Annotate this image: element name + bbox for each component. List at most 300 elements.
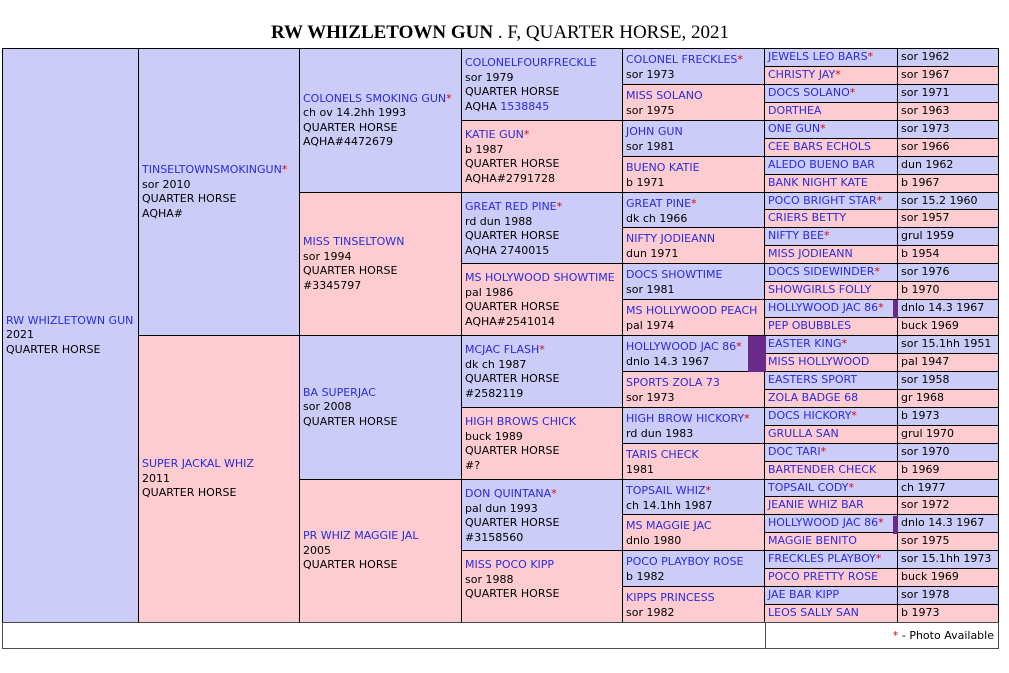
ancestor-name-link[interactable]: COLONELFOURFRECKLE: [465, 56, 597, 69]
ancestor-name-link[interactable]: DON QUINTANA: [465, 487, 552, 500]
gen6-ancestor-cell: [764, 48, 898, 67]
ancestor-name-row: [465, 558, 619, 573]
gen6-ancestor-cell: [764, 586, 898, 605]
ancestor-name-link[interactable]: GRULLA SAN: [768, 427, 839, 441]
gen6-info-cell: [897, 371, 999, 390]
ancestor-info: b 1969: [901, 463, 940, 477]
ancestor-name-link[interactable]: HOLLYWOOD JAC 86: [768, 516, 879, 530]
ancestor-breed: QUARTER HORSE: [6, 342, 101, 356]
ancestor-name-link[interactable]: CHRISTY JAY: [768, 68, 836, 82]
gen6-info-cell: [897, 496, 999, 515]
ancestor-name-link[interactable]: ZOLA BADGE 68: [768, 391, 859, 405]
ancestor-registration: [465, 244, 619, 259]
ancestor-name-row: [465, 271, 619, 286]
gen6-info-cell: [897, 335, 999, 354]
ancestor-name-link[interactable]: DORTHEA: [768, 104, 822, 118]
ancestor-name-link[interactable]: MS MAGGIE JAC: [626, 519, 712, 532]
gen5-ancestor-cell: [622, 443, 765, 480]
gen6-ancestor-cell: [764, 192, 898, 210]
ancestor-info: dk ch 1987: [465, 357, 527, 371]
gen6-info-cell: [897, 514, 999, 533]
photo-available-star[interactable]: *: [705, 484, 712, 497]
gen6-ancestor-cell: [764, 335, 898, 354]
gen6-ancestor-cell: [764, 138, 898, 157]
ancestor-name-row: [626, 161, 761, 176]
photo-available-star[interactable]: *: [841, 337, 847, 351]
ancestor-info: sor 1973: [626, 67, 675, 81]
ancestor-name-link[interactable]: MISS POCO KIPP: [465, 558, 555, 571]
ancestor-info: sor 1971: [901, 86, 950, 100]
gen6-info-cell: [897, 138, 999, 157]
ancestor-registration: #3345797: [303, 278, 362, 292]
photo-available-star[interactable]: *: [820, 122, 826, 136]
ancestor-name-link[interactable]: TINSELTOWNSMOKINGUN: [142, 163, 282, 176]
ancestor-name-row: [626, 448, 761, 463]
ancestor-info: b 1987: [465, 142, 504, 156]
ancestor-name-link[interactable]: DOCS SOLANO: [768, 86, 850, 100]
ancestor-registration: [465, 459, 619, 474]
ancestor-info: rd dun 1983: [626, 426, 694, 440]
ancestor-breed: QUARTER HORSE: [303, 414, 398, 428]
gen6-ancestor-cell: [764, 156, 898, 175]
ancestor-info: dnlo 14.3 1967: [901, 516, 985, 530]
gen5-ancestor-cell: [622, 371, 765, 408]
ancestor-name-link[interactable]: MISS JODIEANN: [768, 247, 853, 261]
photo-available-star[interactable]: *: [446, 91, 452, 105]
ancestor-name-row: [626, 555, 761, 570]
ancestor-registration: [465, 100, 619, 115]
ancestor-info: b 1970: [901, 283, 940, 297]
ancestor-name-link[interactable]: GREAT RED PINE: [465, 200, 557, 213]
ancestor-name-row: [768, 229, 894, 244]
ancestor-name-row: [626, 340, 761, 355]
gen6-info-cell: [897, 299, 999, 318]
ancestor-info: sor 1979: [465, 70, 514, 84]
ancestor-info: ch ov 14.2hh 1993: [303, 106, 407, 119]
gen4-ancestor-cell: [461, 263, 623, 336]
gen6-ancestor-cell: [764, 209, 898, 228]
gen6-ancestor-cell: [764, 514, 898, 533]
ancestor-info: sor 1994: [303, 249, 352, 263]
gen5-ancestor-cell: [622, 407, 765, 444]
ancestor-name-link[interactable]: POCO BRIGHT STAR: [768, 193, 877, 207]
ancestor-info: dnlo 14.3 1967: [901, 301, 985, 315]
registration-text: AQHA#2541014: [465, 314, 555, 328]
photo-available-star[interactable]: *: [737, 53, 743, 66]
gen5-ancestor-cell: [622, 550, 765, 587]
ancestor-name-link[interactable]: COLONELS SMOKING GUN: [303, 91, 447, 105]
ancestor-info: pal 1986: [465, 285, 514, 299]
ancestor-info: b 1973: [901, 606, 940, 620]
gen6-ancestor-cell: [764, 120, 898, 139]
gen6-info-cell: [897, 245, 999, 264]
ancestor-info: grul 1959: [901, 229, 955, 243]
ancestor-name-link[interactable]: DOC TARI: [768, 445, 821, 459]
photo-available-star[interactable]: *: [736, 340, 742, 353]
ancestor-name-row: [768, 176, 894, 191]
ancestor-info: buck 1989: [465, 429, 523, 443]
ancestor-name-link[interactable]: ALEDO BUENO BAR: [768, 158, 875, 172]
ancestor-name-link[interactable]: BANK NIGHT KATE: [768, 176, 868, 190]
ancestor-info: b 1954: [901, 247, 940, 261]
gen6-info-cell: [897, 192, 999, 210]
ancestor-info: dnlo 14.3 1967: [626, 354, 710, 368]
ancestor-name-link[interactable]: SPORTS ZOLA 73: [626, 376, 720, 389]
gen6-ancestor-cell: [764, 66, 898, 85]
ancestor-name-link[interactable]: EASTERS SPORT: [768, 373, 858, 387]
ancestor-name-link[interactable]: TOPSAIL WHIZ: [626, 484, 706, 497]
ancestor-name-link[interactable]: JOHN GUN: [626, 125, 683, 138]
gen6-info-cell: [897, 443, 999, 462]
ancestor-name-row: [303, 386, 458, 401]
gen4-ancestor-cell: [461, 192, 623, 264]
ancestor-name-link[interactable]: COLONEL FRECKLES: [626, 53, 738, 66]
gen6-ancestor-cell: [764, 425, 898, 444]
ancestor-name-row: [626, 591, 761, 606]
ancestor-name-link[interactable]: PEP OBUBBLES: [768, 319, 852, 333]
gen6-ancestor-cell: [764, 532, 898, 551]
ancestor-info: pal 1947: [901, 355, 950, 369]
ancestor-breed: QUARTER HORSE: [303, 558, 398, 572]
ancestor-info: sor 1988: [465, 572, 514, 586]
photo-available-star[interactable]: *: [523, 128, 530, 141]
ancestor-name-link[interactable]: TOPSAIL CODY: [768, 480, 849, 494]
ancestor-info: ch 14.1hh 1987: [626, 498, 713, 512]
ancestor-name-link[interactable]: DOCS SHOWTIME: [626, 268, 723, 281]
ancestor-name-row: [768, 319, 894, 334]
registration-link[interactable]: 1538845: [500, 99, 550, 113]
gen6-info-cell: [897, 532, 999, 551]
ancestor-registration: [465, 172, 619, 187]
ancestor-name-link[interactable]: KIPPS PRINCESS: [626, 591, 715, 604]
ancestor-name-link[interactable]: HOLLYWOOD JAC 86: [626, 340, 737, 353]
photo-available-star[interactable]: *: [876, 193, 883, 207]
photo-available-star[interactable]: *: [820, 445, 827, 459]
gen6-ancestor-cell: [764, 281, 898, 300]
ancestor-name-link[interactable]: MAGGIE BENITO: [768, 534, 857, 548]
gen6-info-cell: [897, 353, 999, 372]
ancestor-name-row: [465, 343, 619, 358]
gen6-info-cell: [897, 120, 999, 139]
ancestor-registration: AQHA#4472679: [303, 135, 393, 148]
gen6-ancestor-cell: [764, 568, 898, 587]
gen5-ancestor-cell: [622, 48, 765, 85]
gen4-ancestor-cell: [461, 48, 623, 121]
ancestor-name-link[interactable]: MISS TINSELTOWN: [303, 235, 405, 248]
gen6-info-cell: [897, 156, 999, 175]
gen6-info-cell: [897, 281, 999, 300]
ancestor-info: sor 1972: [901, 498, 950, 512]
ancestor-name-row: [626, 484, 761, 499]
ancestor-name-link[interactable]: MCJAC FLASH: [465, 343, 540, 356]
ancestor-registration: [465, 531, 619, 546]
ancestor-name-row: [768, 68, 894, 83]
ancestor-breed: QUARTER HORSE: [303, 264, 398, 277]
registration-text: #?: [465, 458, 481, 472]
photo-available-star[interactable]: *: [851, 409, 857, 423]
gen4-ancestor-cell: [461, 479, 623, 551]
ancestor-info: sor 1962: [901, 50, 950, 64]
inbreeding-marker: [893, 300, 898, 318]
ancestor-name-row: [768, 265, 894, 280]
ancestor-info: rd dun 1988: [465, 214, 533, 228]
ancestor-name-link[interactable]: CEE BARS ECHOLS: [768, 140, 871, 154]
ancestor-info: gr 1968: [901, 391, 944, 405]
gen6-info-cell: [897, 209, 999, 228]
gen6-ancestor-cell: [764, 299, 898, 318]
gen6-ancestor-cell: [764, 604, 898, 623]
gen6-ancestor-cell: [764, 317, 898, 336]
title-horse-name: RW WHIZLETOWN GUN: [270, 22, 494, 43]
photo-available-star[interactable]: *: [691, 197, 697, 210]
ancestor-info: sor 1957: [901, 211, 950, 225]
inbreeding-marker: [748, 336, 766, 372]
ancestor-name-link[interactable]: JAE BAR KIPP: [768, 588, 839, 602]
ancestor-name-link[interactable]: BUENO KATIE: [626, 161, 700, 174]
photo-available-star[interactable]: *: [835, 68, 841, 82]
ancestor-name-row: [768, 463, 894, 478]
ancestor-name-link[interactable]: DOCS SIDEWINDER: [768, 265, 875, 279]
ancestor-breed: QUARTER HORSE: [465, 229, 560, 242]
photo-legend-star: *: [892, 629, 899, 642]
ancestor-info: b 1967: [901, 176, 940, 190]
ancestor-info: sor 15.1hh 1973: [901, 552, 992, 566]
ancestor-info: sor 15.1hh 1951: [901, 337, 992, 351]
photo-available-star[interactable]: *: [824, 229, 830, 243]
ancestor-breed: QUARTER HORSE: [465, 372, 560, 385]
ancestor-name-row: [768, 355, 894, 370]
ancestor-name-link[interactable]: TARIS CHECK: [626, 448, 699, 461]
ancestor-info: 2021: [6, 328, 34, 342]
gen6-info-cell: [897, 174, 999, 193]
page-title: [0, 22, 1000, 44]
footer-blank: [2, 622, 766, 649]
ancestor-name-link[interactable]: SHOWGIRLS FOLLY: [768, 283, 872, 297]
ancestor-info: dun 1971: [626, 246, 679, 260]
gen6-ancestor-cell: [764, 174, 898, 193]
gen6-info-cell: [897, 586, 999, 605]
gen6-ancestor-cell: [764, 263, 898, 282]
ancestor-registration: [465, 315, 619, 330]
ancestor-name-row: [768, 570, 894, 585]
gen6-info-cell: [897, 407, 999, 426]
gen6-ancestor-cell: [764, 371, 898, 390]
ancestor-registration: AQHA#: [142, 206, 184, 220]
registration-text: #3158560: [465, 530, 524, 544]
ancestor-info: ch 1977: [901, 480, 946, 494]
ancestor-breed: QUARTER HORSE: [142, 486, 237, 500]
ancestor-name-row: [626, 197, 761, 212]
ancestor-name-link[interactable]: EASTER KING: [768, 337, 842, 351]
ancestor-name-row: [768, 516, 894, 531]
ancestor-name-row: [768, 140, 894, 155]
ancestor-name-row: [768, 86, 894, 101]
ancestor-name-link[interactable]: BA SUPERJAC: [303, 385, 376, 399]
ancestor-info: sor 1966: [901, 140, 950, 154]
ancestor-info: sor 1958: [901, 373, 950, 387]
ancestor-name-row: [768, 247, 894, 262]
ancestor-info: sor 2008: [303, 400, 352, 414]
ancestor-name-row: [768, 588, 894, 603]
ancestor-info: 2005: [303, 543, 331, 557]
gen3-ancestor-cell: [299, 48, 462, 193]
gen6-ancestor-cell: [764, 84, 898, 103]
ancestor-name-link[interactable]: POCO PLAYBOY ROSE: [626, 555, 744, 568]
gen5-ancestor-cell: [622, 120, 765, 157]
ancestor-name-row: [768, 104, 894, 119]
gen6-info-cell: [897, 425, 999, 444]
gen6-ancestor-cell: [764, 496, 898, 515]
ancestor-name-link[interactable]: MS HOLYWOOD SHOWTIME: [465, 271, 615, 284]
ancestor-name-link[interactable]: BARTENDER CHECK: [768, 463, 877, 477]
ancestor-info: pal 1974: [626, 318, 675, 332]
ancestor-info: sor 1973: [626, 390, 675, 404]
ancestor-name-link[interactable]: LEOS SALLY SAN: [768, 606, 859, 620]
ancestor-name-row: [768, 122, 894, 137]
gen6-info-cell: [897, 102, 999, 121]
photo-available-star[interactable]: *: [551, 487, 557, 500]
registration-text: AQHA: [465, 99, 501, 113]
ancestor-info: buck 1969: [901, 570, 959, 584]
registration-text: #2582119: [465, 386, 524, 400]
ancestor-name-link[interactable]: HIGH BROW HICKORY: [626, 412, 745, 425]
ancestor-name-link[interactable]: NIFTY JODIEANN: [626, 232, 716, 245]
gen3-ancestor-cell: [299, 335, 462, 480]
ancestor-name-row: [768, 409, 894, 424]
ancestor-name-link[interactable]: JEANIE WHIZ BAR: [768, 498, 864, 512]
gen6-ancestor-cell: [764, 389, 898, 408]
ancestor-name-link[interactable]: HOLLYWOOD JAC 86: [768, 301, 879, 315]
ancestor-name-row: [768, 445, 894, 460]
ancestor-name-row: [768, 211, 894, 226]
gen5-ancestor-cell: [622, 479, 765, 515]
gen6-info-cell: [897, 389, 999, 408]
gen6-ancestor-cell: [764, 407, 898, 426]
ancestor-info: sor 15.2 1960: [901, 193, 978, 207]
photo-available-star[interactable]: *: [744, 412, 750, 425]
gen5-ancestor-cell: [622, 299, 765, 336]
ancestor-name-link[interactable]: POCO PRETTY ROSE: [768, 570, 879, 584]
photo-available-star[interactable]: *: [875, 552, 882, 566]
photo-available-star[interactable]: *: [878, 516, 884, 530]
ancestor-info: dun 1962: [901, 158, 954, 172]
gen3-ancestor-cell: [299, 479, 462, 623]
gen6-info-cell: [897, 227, 999, 246]
photo-legend-text: - Photo Available: [898, 629, 994, 642]
gen2-ancestor-cell: [138, 335, 300, 623]
ancestor-name-link[interactable]: DOCS HICKORY: [768, 409, 852, 423]
gen6-info-cell: [897, 604, 999, 623]
ancestor-name-row: [626, 268, 761, 283]
ancestor-name-row: [768, 283, 894, 298]
ancestor-info: sor 1963: [901, 104, 950, 118]
photo-available-star[interactable]: *: [874, 265, 880, 279]
gen4-ancestor-cell: [461, 120, 623, 193]
gen5-ancestor-cell: [622, 514, 765, 551]
gen5-ancestor-cell: [622, 192, 765, 228]
title-details: . F, QUARTER HORSE, 2021: [493, 22, 730, 43]
ancestor-name-link[interactable]: MISS HOLLYWOOD: [768, 355, 870, 369]
ancestor-info: 1981: [626, 462, 654, 476]
ancestor-name-link[interactable]: KATIE GUN: [465, 128, 524, 141]
ancestor-breed: QUARTER HORSE: [465, 516, 560, 529]
photo-available-star[interactable]: *: [849, 86, 856, 100]
ancestor-breed: QUARTER HORSE: [465, 157, 560, 170]
ancestor-name-row: [465, 487, 619, 502]
ancestor-name-row: [626, 412, 761, 427]
ancestor-info: sor 1981: [626, 282, 675, 296]
ancestor-name-link[interactable]: CRIERS BETTY: [768, 211, 847, 225]
ancestor-info: b 1982: [626, 569, 665, 583]
ancestor-name-link[interactable]: MS HOLLYWOOD PEACH: [626, 304, 758, 317]
photo-available-star[interactable]: *: [878, 301, 884, 315]
gen5-ancestor-cell: [622, 586, 765, 623]
ancestor-name-row: [465, 56, 619, 71]
gen6-ancestor-cell: [764, 353, 898, 372]
ancestor-name-link[interactable]: SUPER JACKAL WHIZ: [142, 457, 254, 471]
ancestor-name-link[interactable]: PR WHIZ MAGGIE JAL: [303, 529, 419, 543]
ancestor-name-link[interactable]: ONE GUN: [768, 122, 821, 136]
ancestor-breed: QUARTER HORSE: [142, 192, 237, 205]
ancestor-name-row: [142, 457, 296, 472]
photo-available-star[interactable]: *: [848, 480, 855, 494]
ancestor-name-row: [465, 415, 619, 430]
gen5-ancestor-cell: [622, 84, 765, 121]
ancestor-info: grul 1970: [901, 427, 955, 441]
ancestor-name-row: [626, 376, 761, 391]
ancestor-name-link[interactable]: RW WHIZLETOWN GUN: [6, 313, 134, 327]
ancestor-info: sor 1975: [626, 103, 675, 117]
ancestor-name-row: [626, 232, 761, 247]
ancestor-name-row: [626, 304, 761, 319]
ancestor-name-row: [768, 158, 894, 173]
gen6-ancestor-cell: [764, 461, 898, 480]
gen5-ancestor-cell: [622, 335, 765, 372]
photo-available-star[interactable]: *: [867, 50, 874, 64]
ancestor-name-row: [768, 534, 894, 549]
ancestor-info: dk ch 1966: [626, 211, 688, 225]
ancestor-name-row: [768, 337, 894, 352]
ancestor-breed: QUARTER HORSE: [465, 300, 560, 313]
ancestor-info: pal dun 1993: [465, 501, 538, 515]
gen6-info-cell: [897, 84, 999, 103]
ancestor-name-link[interactable]: GREAT PINE: [626, 197, 692, 210]
ancestor-name-row: [768, 391, 894, 406]
ancestor-name-row: [768, 481, 894, 496]
gen6-info-cell: [897, 66, 999, 85]
ancestor-name-row: [768, 194, 894, 209]
ancestor-name-row: [768, 498, 894, 513]
gen6-info-cell: [897, 568, 999, 587]
ancestor-breed: QUARTER HORSE: [465, 587, 560, 600]
ancestor-name-row: [303, 529, 458, 544]
photo-available-star[interactable]: *: [539, 343, 545, 356]
gen1-ancestor-cell: [2, 48, 139, 623]
ancestor-info: sor 1975: [901, 534, 950, 548]
ancestor-name-link[interactable]: NIFTY BEE: [768, 229, 824, 243]
ancestor-name-row: [768, 50, 894, 65]
ancestor-name-link[interactable]: HIGH BROWS CHICK: [465, 415, 577, 428]
ancestor-name-link[interactable]: MISS SOLANO: [626, 89, 703, 102]
ancestor-name-row: [768, 427, 894, 442]
ancestor-name-row: [142, 163, 296, 178]
ancestor-name-row: [768, 301, 894, 316]
ancestor-name-link[interactable]: FRECKLES PLAYBOY: [768, 552, 876, 566]
ancestor-name-row: [768, 373, 894, 388]
photo-available-star[interactable]: *: [556, 200, 563, 213]
ancestor-name-link[interactable]: JEWELS LEO BARS: [768, 50, 868, 64]
photo-available-star[interactable]: *: [281, 163, 288, 176]
